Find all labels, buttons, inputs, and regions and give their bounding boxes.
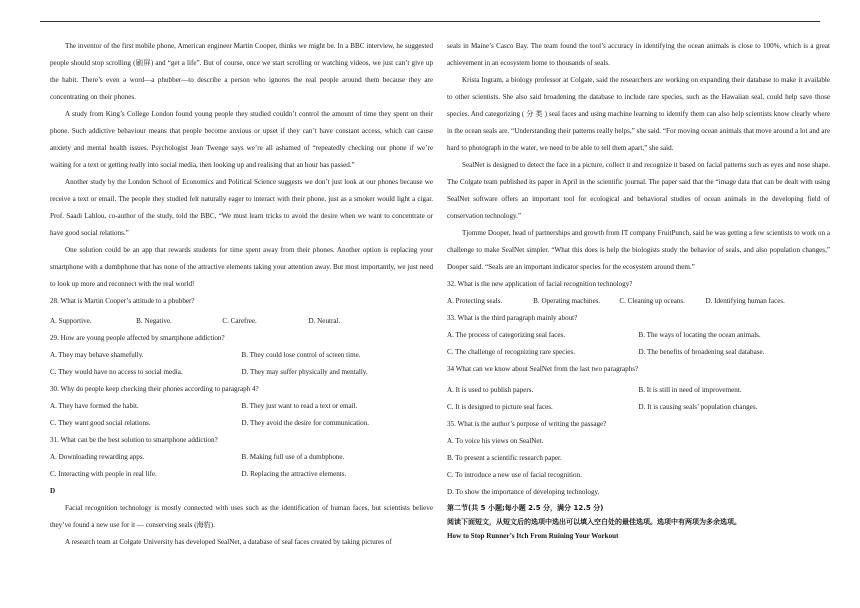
paragraph: Krista Ingram, a biology professor at Colgate, said the researchers are working on expanding their database to make it available to other scientists. She also said broadening the database to include rare species, such as the Hawaiian seal, could help save those species. And categorizing ( 分 类 ) seal faces and using machine learning to identify them can also help scientists know clearly where in the ocean seals are. “Understanding their patterns really helps,” she said. “For moving ocean animals that move around a lot and are hard to photograph in the water, we need to be able to tell them apart,” she said.: [447, 76, 830, 152]
paragraph: Facial recognition technology is mostly connected with uses such as the identification of human faces, but scientists believe they’ve found a new use for it — conserving seals (海豹).: [50, 504, 433, 529]
question-stem: 30. Why do people keep checking their phones according to paragraph 4?: [50, 385, 259, 393]
option-b[interactable]: B. Negative.: [136, 317, 172, 325]
option-c[interactable]: C. Carefree.: [222, 317, 257, 325]
option-a[interactable]: A. Downloading rewarding apps.: [50, 453, 145, 461]
question-35: [447, 416, 830, 501]
option-c[interactable]: C. They want good social relations.: [50, 419, 151, 427]
option-d[interactable]: D. To show the importance of developing technology.: [447, 488, 600, 496]
option-b[interactable]: B. The ways of locating the ocean animals.: [638, 331, 761, 339]
question-32: [447, 276, 830, 310]
option-a[interactable]: A. Protecting seals.: [447, 297, 503, 305]
paragraph: Another study by the London School of Economics and Political Science suggests we don’t just look at our phones because we receive a text or email. The people they studied felt naturally eager to interact with their phone, just as a smoker would light a cigar. Prof. Saadi Lahlou, co-author of the study, told the BBC, “We must learn tricks to avoid the desire when we want to concentrate or have good social relations.”: [50, 178, 433, 237]
option-d[interactable]: D. Replacing the attractive elements.: [241, 470, 347, 478]
options: [447, 327, 830, 361]
passage-title: How to Stop Runner’s Itch From Ruining Your Workout: [447, 532, 619, 540]
paragraph: Tjomme Dooper, head of partnerships and growth from IT company FruitPunch, said he was getting a few scientists to work on a challenge to make SealNet simpler. “What this does is help the biologists study the behavior of seals, and also population changes,” Dooper said. “Seals are an important indicator species for the ecosystem around them.”: [447, 229, 830, 271]
paragraph: One solution could be an app that rewards students for time spent away from their phones. Another option is replacing your smartphone with a dumbphone that has none of the attractive elements taking your attention away. But most importantly, we just need to look up more and reconnect with the real world!: [50, 246, 433, 288]
option-a[interactable]: A. The process of categorizing seal faces.: [447, 331, 566, 339]
paragraph: SealNet is designed to detect the face in a picture, collect it and recognize it based on facial patterns such as eyes and nose shape. The Colgate team published its paper in April in the scientific journal. The paper said that the “image data that can be dealt with using SealNet software offers an important tool for ecological and behavioral studies of ocean animals in the developing field of conservation technology.”: [447, 161, 830, 220]
option-b[interactable]: B. It is still in need of improvement.: [638, 386, 742, 394]
option-b[interactable]: B. Making full use of a dumbphone.: [241, 453, 345, 461]
options: [447, 382, 830, 416]
option-a[interactable]: A. They have formed the habit.: [50, 402, 139, 410]
option-c[interactable]: C. To introduce a new use of facial recognition.: [447, 471, 582, 479]
question-29: [50, 330, 433, 381]
option-c[interactable]: C. The challenge of recognizing rare species.: [447, 348, 575, 356]
paragraph: A study from King’s College London found young people they studied couldn’t control the amount of time they spent on their phone. Such addictive behaviour means that people become anxious or upset if they can’t have constant access, which can cause anxiety and mental health issues. Psychologist Jean Twenge says we’re all ashamed of “repeatedly checking our phone if we’re waiting for a text or getting really into social media, then looking up and realising that an hour has passed.”: [50, 110, 433, 169]
option-b[interactable]: B. To present a scientific research paper.: [447, 454, 562, 462]
options: [50, 449, 433, 483]
option-c[interactable]: C. They would have no access to social media.: [50, 368, 183, 376]
option-b[interactable]: B. They just want to read a text or email.: [241, 402, 358, 410]
paragraph: seals in Maine’s Casco Bay. The team found the tool’s accuracy in identifying the ocean animals is close to 100%, which is a great achievement in an ecosystem home to thousands of seals.: [447, 42, 830, 67]
question-33: [447, 310, 830, 361]
question-stem: 32. What is the new application of facial recognition technology?: [447, 280, 633, 288]
question-stem: 34 What can we know about SealNet from the last two paragraphs?: [447, 365, 639, 373]
option-b[interactable]: B. They could lose control of screen time.: [241, 351, 361, 359]
left-column: [50, 38, 433, 551]
option-c[interactable]: C. Cleaning up oceans.: [619, 297, 685, 305]
section-instruction: 阅读下面短文，从短文后的选项中选出可以填入空白处的最佳选项。选项中有两项为多余选项。: [447, 518, 741, 526]
options: [50, 313, 433, 330]
options: [447, 293, 830, 310]
paragraph: A research team at Colgate University has developed SealNet, a database of seal faces created by taking pictures of: [65, 538, 392, 546]
question-28: [50, 293, 433, 330]
question-30: [50, 381, 433, 432]
question-stem: 35. What is the author’s purpose of writing the passage?: [447, 420, 607, 428]
question-34: [447, 361, 830, 416]
option-d[interactable]: D. Identifying human faces.: [705, 297, 785, 305]
option-d[interactable]: D. The benefits of broadening seal database.: [638, 348, 765, 356]
question-stem: 31. What can be the best solution to smartphone addiction?: [50, 436, 218, 444]
question-stem: 33. What is the third paragraph mainly about?: [447, 314, 578, 322]
option-a[interactable]: A. They may behave shamefully.: [50, 351, 144, 359]
option-c[interactable]: C. Interacting with people in real life.: [50, 470, 157, 478]
option-a[interactable]: A. It is used to publish papers.: [447, 386, 534, 394]
option-d[interactable]: D. Neutral.: [308, 317, 341, 325]
question-stem: 28. What is Martin Cooper’s attitude to a phubber?: [50, 297, 195, 305]
options: [50, 398, 433, 432]
section-letter: D: [50, 487, 56, 495]
option-a[interactable]: A. To voice his views on SealNet.: [447, 437, 544, 445]
option-c[interactable]: C. It is designed to picture seal faces.: [447, 403, 553, 411]
option-a[interactable]: A. Supportive.: [50, 317, 92, 325]
option-d[interactable]: D. They may suffer physically and mentally.: [241, 368, 368, 376]
options: [447, 433, 830, 501]
right-column: [447, 38, 830, 543]
option-b[interactable]: B. Operating machines.: [533, 297, 601, 305]
option-d[interactable]: D. They avoid the desire for communication.: [241, 419, 370, 427]
header-rule: [40, 21, 820, 22]
question-31: [50, 432, 433, 483]
option-d[interactable]: D. It is causing seals’ population changes.: [638, 403, 758, 411]
options: [50, 347, 433, 381]
paragraph: The inventor of the first mobile phone, American engineer Martin Cooper, thinks we might be. In a BBC interview, he suggested people should stop scrolling (刷屏) and “get a life”. But of course, once we start scrolling or watching videos, we just can’t give up the habit. There’s even a word—a phubber—to describe a person who ignores the real people around them because they are concentrating on their phones.: [50, 42, 433, 101]
question-stem: 29. How are young people affected by smartphone addiction?: [50, 334, 225, 342]
section-heading: 第二节(共 5 小题;每小题 2.5 分，满分 12.5 分): [447, 504, 604, 512]
